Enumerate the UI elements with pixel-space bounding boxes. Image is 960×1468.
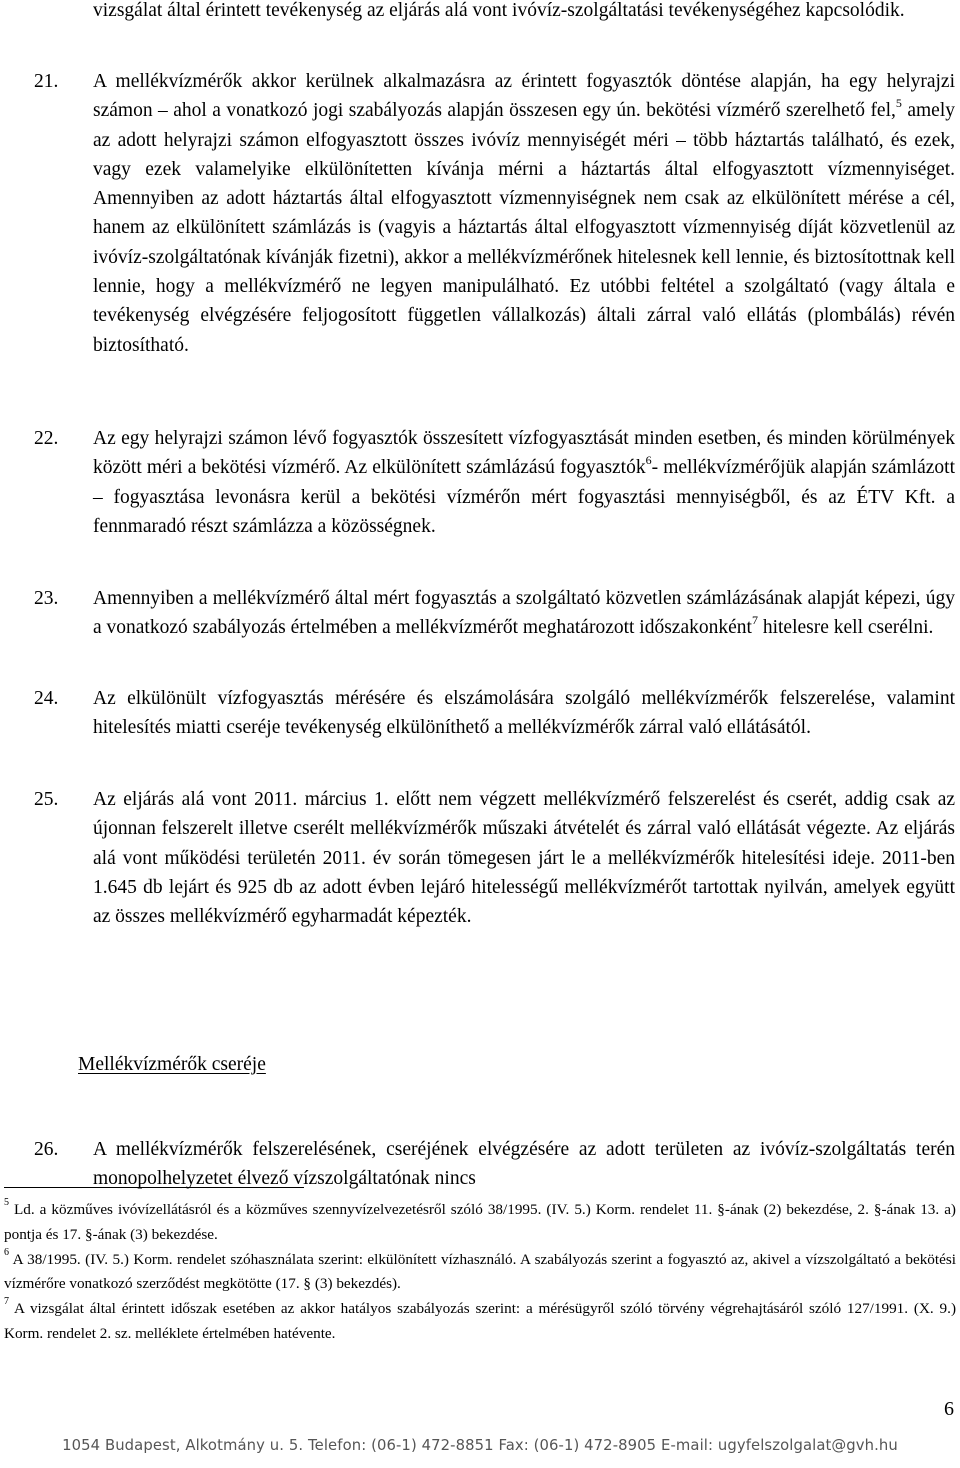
footnote-separator — [4, 1187, 304, 1188]
footnote-mark: 6 — [4, 1246, 9, 1258]
footnote-mark: 7 — [4, 1296, 9, 1308]
paragraph-text: hitelesre kell cserélni. — [757, 617, 934, 639]
footnote-ref-5[interactable]: 5 — [895, 95, 902, 110]
paragraph-number: 22. — [34, 428, 59, 449]
paragraph-number: 23. — [34, 588, 59, 609]
paragraph-text: Amennyiben a mellékvízmérő által mért fogyasztás a szolgáltató közvetlen számlázásának alapját képezi, úgy a vonatkozó szabályozás értelmében a mellékvízmérőt meghatározott időszakonként — [93, 588, 955, 639]
continued-paragraph-text: vizsgálat által érintett tevékenység az eljárás alá vont ivóvíz-szolgáltatási tevékenységéhez kapcsolódik. — [93, 0, 905, 21]
paragraph-text: A mellékvízmérők akkor kerülnek alkalmazásra az érintett fogyasztók döntése alapján, ha egy helyrajzi számon – ahol a vonatkozó jogi szabályozás alapján összesen egy ún. bekötési vízmérő szerelhető fel, — [93, 71, 955, 122]
paragraph-24 — [93, 684, 955, 743]
paragraph-21 — [93, 67, 955, 360]
paragraph-23 — [93, 584, 955, 643]
paragraph-22 — [93, 424, 955, 541]
footnote-ref-7[interactable]: 7 — [751, 612, 758, 627]
paragraph-number: 26. — [34, 1139, 59, 1160]
footnote-5 — [4, 1198, 956, 1248]
footnote-6 — [4, 1248, 956, 1298]
paragraph-text: Az egy helyrajzi számon lévő fogyasztók összesített vízfogyasztását minden esetben, és minden körülmények között méri a bekötési vízmérő. Az elkülönített számlázású fogyasztók — [93, 428, 955, 479]
footnote-ref-6[interactable]: 6 — [645, 452, 652, 467]
footer-contact-line: 1054 Budapest, Alkotmány u. 5. Telefon: (06-1) 472-8851 Fax: (06-1) 472-8905 E-mail: ugyfelszolgalat@gvh.hu — [62, 1437, 898, 1454]
paragraph-number: 21. — [34, 71, 59, 92]
footnote-mark: 5 — [4, 1196, 9, 1208]
paragraph-text: - mellékvízmérőjük alapján számlázott – fogyasztása levonásra kerül a bekötési vízmérőn mért fogyasztási mennyiségből, és az ÉTV Kft. a fennmaradó részt számlázza a közösségnek. — [93, 457, 955, 537]
paragraph-text: Az eljárás alá vont 2011. március 1. előtt nem végzett mellékvízmérő felszerelést és cserét, addig csak az újonnan felszerelt illetve cserélt mellékvízmérők műszaki átvételét és zárral való ellátását végezte. Az eljárás alá vont működési területén 2011. év során tömegesen járt le a mellékvízmérők hitelesítési ideje. 2011-ben 1.645 db lejárt és 925 db az adott évben lejáró hitelességű mellékvízmérőt tartottak nyilván, amelyek együtt az összes mellékvízmérő egyharmadát képezték. — [93, 789, 955, 928]
footnote-text: A vizsgálat által érintett időszak esetében az akkor hatályos szabályozás szerint: a mérésügyről szóló törvény végrehajtásáról szóló 127/1991. (X. 9.) Korm. rendelet 2. sz. melléklete értelmében hatévente. — [4, 1300, 956, 1342]
paragraph-25 — [93, 785, 955, 931]
continued-paragraph — [93, 0, 955, 25]
footnotes — [4, 1198, 956, 1347]
footnote-text: Ld. a közműves ivóvízellátásról és a közműves szennyvízelvezetésről szóló 38/1995. (IV. 5.) Korm. rendelet 11. §-ának (2) bekezdése, 2. §-ának 13. a) pontja és 17. §-ának (3) bekezdése. — [4, 1201, 956, 1243]
page-number: 6 — [944, 1398, 954, 1420]
paragraph-text: A mellékvízmérők felszerelésének, cseréjének elvégzésére az adott területen az ivóvíz-szolgáltatás terén monopolhelyzetet élvező vízszolgáltatónak nincs — [93, 1139, 955, 1190]
footnote-text: A 38/1995. (IV. 5.) Korm. rendelet szóhasználata szerint: elkülönített vízhasználó. A szabályozás szerint a fogyasztó az, akivel a vízszolgáltató a bekötési vízmérőre vonatkozó szerződést megkötötte (17. § (3) bekezdés). — [4, 1250, 956, 1293]
paragraph-number: 25. — [34, 789, 59, 810]
footnote-7 — [4, 1297, 956, 1347]
paragraph-number: 24. — [34, 688, 59, 709]
paragraph-text: Az elkülönült vízfogyasztás mérésére és elszámolására szolgáló mellékvízmérők felszerelése, valamint hitelesítés miatti cseréje tevékenység elkülöníthető a mellékvízmérők zárral való ellátásától. — [93, 688, 955, 739]
paragraph-text: amely az adott helyrajzi számon elfogyasztott összes ivóvíz mennyiségét méri – több háztartás található, és ezek, vagy ezek valamelyike elkülönítetten kívánja mérni a háztartás által elfogyasztott vízmennyiséget. Amennyiben az adott háztartás által elfogyasztott vízmennyiségnek nem csak az elkülönített mérése a cél, hanem az elkülönített számlázás is (vagyis a háztartás által elfogyasztott vízmennyiség díját közvetlenül az ivóvíz-szolgáltatónak kívánják fizetni), akkor a mellékvízmérőnek hitelesnek kell lennie, és biztosítottnak kell lennie, hogy a mellékvízmérő ne legyen manipulálható. Ez utóbbi feltétel a szolgáltató (vagy általa e tevékenység elvégzésére feljogosított független vállalkozás) általi zárral való ellátás (plombálás) révén biztosítható. — [93, 100, 955, 356]
paragraph-26 — [93, 1135, 955, 1194]
section-heading: Mellékvízmérők cseréje — [78, 1054, 266, 1075]
